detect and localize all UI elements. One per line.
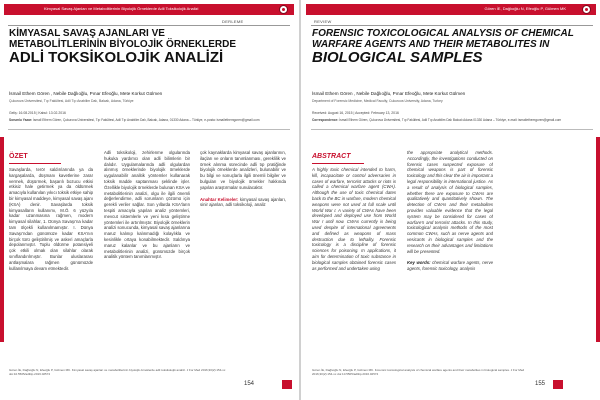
running-header-text: Gören İE, Dağlıoğlu N, Efeoğlu P, Gülmen MK bbox=[484, 6, 566, 11]
divider bbox=[8, 129, 290, 130]
article-title bbox=[312, 29, 594, 66]
keywords bbox=[200, 197, 286, 209]
correspondence-label: Correspondence: bbox=[312, 118, 339, 122]
title-line-3: BIOLOGICAL SAMPLES bbox=[312, 49, 483, 66]
correspondence-text: İsmail Ethem Gören, Çukurova Üniversitesi, Tıp Fakültesi, Adli Tıp Anabilim Dalı, Balcalı, Adana, 01330 Adana – Türkiye, e-posta: ismailethemgoren@gmail.com bbox=[33, 118, 260, 122]
citation-footnote: Gören İE, Dağlıoğlu N, Efeoğlu P, Gülmen MK. Forensic toxicological analysis of chemical warfare agents and their metabolites in biological samples. J For Med 2016;30(2):154-xx doi:10.5505/adlitip.2016.02574 bbox=[312, 368, 525, 376]
citation-footnote: Gören İE, Dağlıoğlu N, Efeoğlu P, Gülmen MK. Kimyasal savaş ajanları ve metabolitlerinin biyolojik örneklerde adli toksikolojik analizi. J For Med 2016;30(2):154-xx doi:10.5505/adlitip.2016.02574 bbox=[9, 368, 226, 376]
keywords-text: chemical warfare agents, nerve agents, forensic toxicology, analysis bbox=[407, 260, 493, 272]
running-header-text: Kimyasal Savaş Ajanları ve Metabolitlerinin Biyolojik Örneklerde Adli Toksikolojik Analizi bbox=[44, 6, 199, 11]
journal-logo-icon bbox=[582, 5, 591, 14]
left-page bbox=[0, 0, 297, 400]
page-marker bbox=[282, 380, 292, 389]
page-number: 154 bbox=[244, 381, 255, 387]
keywords-label: Key words: bbox=[407, 260, 431, 266]
spine-gutter bbox=[299, 0, 301, 400]
section-label: DERLEME bbox=[222, 19, 244, 24]
keywords-text: kimyasal savaş ajanları, sinir ajanları, adli toksikoloji, analiz bbox=[200, 196, 286, 208]
correspondence bbox=[312, 118, 594, 122]
abstract-column-2-text: the appropriate analytical methods. Accordingly, the investigations conducted on forensic cases suspected exposure of chemical weapons is part of forensic toxicology and this clear the air is important a legal responsibility in international justice. As a result of analysis of biological samples, whether there are exposure to CWAs are qualitatively and quantitatively shown. The detection of CWAs and their metabolites provides valuable evidence that the legal system may be considered for cases of warfare's and terrorist attacks. In this study, toxicological analysis methods of the most common CWAs, such as nerve agents and vesicants in biological samples and the research on their advantages and limitations will be presented. bbox=[407, 150, 493, 254]
correspondence-text: İsmail Ethem Gören, Çukurova Üniversitesi, Tıp Fakültesi, Adli Tıp Anabilim Dalı Balcalı Adana 01330 Adana – Türkiye, e-mail: ismailethemgoren@gmail.com bbox=[339, 118, 562, 122]
abstract-column-3-text: çok kaynaklarda kimyasal savaş ajanlarının, ilaçları ve onların tanımlanması, gereklilik ve örnek alınma sürecinde adli tıp pratiğinde biyolojik örneklerde analizleri, bulunabilir ve bu bilgi ve sonuçlarla ilgili önemli bilgiler ve bulguları ve biyolojik örnekler hakkında yapılan araştırmalar sunulacaktır. bbox=[200, 150, 286, 190]
journal-logo-icon bbox=[279, 5, 288, 14]
received-dates: Received: August 16, 2015 | Accepted: February 13, 2016 bbox=[312, 111, 399, 115]
running-header bbox=[4, 4, 294, 15]
divider bbox=[8, 25, 290, 26]
keywords-label: Anahtar Kelimeler: bbox=[200, 196, 239, 202]
thumb-tab bbox=[596, 137, 600, 342]
affiliation: Çukurova Üniversitesi, Tıp Fakültesi, Adli Tıp Anabilim Dalı, Balcalı, Adana, Türkiye bbox=[9, 99, 134, 103]
received-dates: Geliş: 16.08.2015 | Kabul: 13.02.2016 bbox=[9, 111, 66, 115]
abstract-heading: ÖZET bbox=[9, 153, 28, 160]
title-line-1: KİMYASAL SAVAŞ AJANLARI VE bbox=[9, 28, 165, 39]
title-line-3: ADLİ TOKSİKOLOJİK ANALİZİ bbox=[9, 49, 224, 66]
abstract-heading: ABSTRACT bbox=[312, 153, 351, 160]
thumb-tab bbox=[0, 137, 4, 342]
abstract-rule bbox=[9, 163, 61, 164]
divider bbox=[311, 129, 593, 130]
authors: İsmail Ethem Gören , Nebile Dağlıoğlu, Pınar Efeoğlu, Mete Korkut Gülmen bbox=[9, 91, 163, 96]
keywords bbox=[407, 260, 493, 272]
divider bbox=[311, 25, 593, 26]
abstract-column-3 bbox=[200, 150, 286, 365]
affiliation: Department of Forensic Medicine, Medical Faculty, Cukurova University, Adana, Turkey bbox=[312, 99, 443, 103]
correspondence bbox=[9, 118, 291, 122]
abstract-column-2 bbox=[407, 150, 493, 365]
abstract-column-1: A highly toxic chemical intended to harm, kill, incapacitate or control adversaries in cases of warfare, terrorist attacks or riots is called a chemical warfare agent (CWA). Although the use of toxic chemical dates back to the BC in warfare, modern chemical weapons were not used at full scale until World War I. A variety of CWAs have been developed and deployed use from World War I until now. CWAs currently is being used despite of international agreements and defined as weapons of mass destruction due to lethality. Forensic toxicology is a discipline of forensic sciences for poisoning. In applications, it aim for determination of toxic substance in biological samples obtained forensic cases as performed and undertaken using bbox=[312, 167, 396, 271]
title-line-1: FORENSIC TOXICOLOGICAL ANALYSIS OF CHEMICAL bbox=[312, 28, 574, 39]
authors: İsmail Ethem Gören , Nebile Dağlıoğlu, Pınar Efeoğlu, Mete Korkut Gülmen bbox=[312, 91, 466, 96]
abstract-column-1: Savaşlarda, terör saldırılarında ya da kargaşalarda, düşmanı kavetlerine zarar vermek, düşürmek, başarılı bozucu etkisi etkisiz hale getirmek ya da öldürmek amacıyla kullanılan yıkıcı toksik etkiye sahip bir kimyasal maddeye, kimyasal savaş ajanı (KSA) denir. Savaşlarda toksik kimyasalların kullanımı, M.Ö. 6 yüzyıla kadar uzanmasına rağmen, modern kimyasal silahlar, 1. Dünya Savaşı'na kadar tam ölçekli kullanılmamıştır. I. Dünya Savaşı'ndan günümüze kadar KSA'nın birçok türü geliştirilmiş ve askeri amaçlarla depolanmıştır. Toplu öldürme potansiyeli çok etkili olmak olan silahlar olarak sınıflandırılmıştır. Bunlar uluslararası antlaşmalara rağmen günümüzde kullanılmaya devam etmektedir. bbox=[9, 167, 93, 271]
section-label: REVIEW bbox=[314, 19, 332, 24]
abstract-rule bbox=[312, 163, 364, 164]
article-title bbox=[9, 29, 291, 66]
page-marker bbox=[553, 380, 563, 389]
correspondence-label: Sorumlu Yazar: bbox=[9, 118, 33, 122]
title-line-2: METABOLİTLERİNİN BİYOLOJİK ÖRNEKLERDE bbox=[9, 38, 237, 50]
running-header bbox=[306, 4, 596, 15]
right-page bbox=[303, 0, 600, 400]
title-line-2: WARFARE AGENTS AND THEIR METABOLITES IN bbox=[312, 38, 550, 50]
abstract-column-2: Adli toksikoloji, zehirlenme olgularında hukuka yardımcı olan adli bilimlerin bir dalıdır. Uygulamalarında adli olgulardan alınmış örneklerinde biyolojik örneklerde uygulanabilir analitik yöntemler kullanarak toksik madde saptanması şeklinde işler. Özellikle biyolojik örneklerde bulunan KSA ve metabolitlerinin analizi, olgu ile ilgili önemli değerlendirme, adli sorunların çözümü için gerekli veriler sağlar. Son yıllarda KSA'ların tespiti amacıyla yapılan analiz yöntemleri, mevcut sistemlerle ve yeni kısa geliştirme yöntemleri ile artırılmıştır. Biyolojik örneklerin analizi sonucunda, kimyasal savaş ajanlarına maruz kalınıp kalınmadığı kolaylıkla ve kesinlikle ortaya konabilmektedir. Saldırıya maruz kalanlar ve bu ajanların ve metabolitlerinin analizi, günümüzde birçok analitik yöntem tanımlanmıştır. bbox=[104, 150, 190, 260]
page-number: 155 bbox=[535, 381, 546, 387]
